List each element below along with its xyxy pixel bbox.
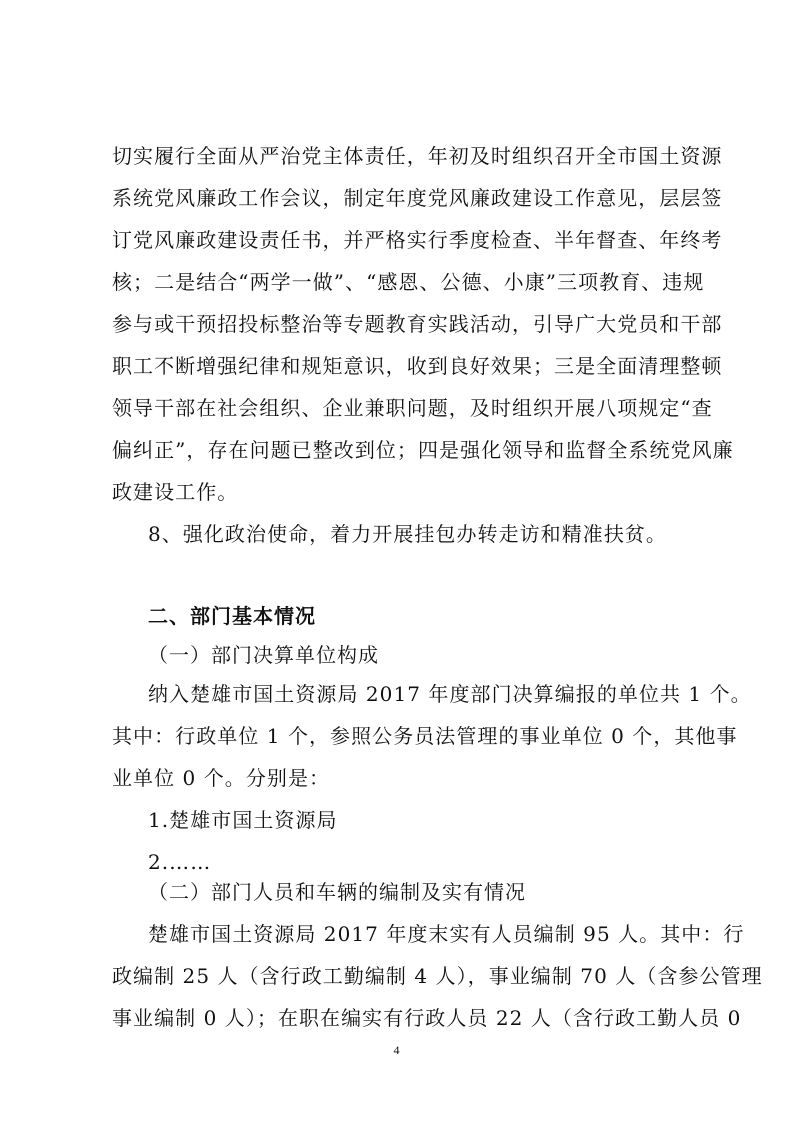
subsection-heading: （二）部门人员和车辆的编制及实有情况	[148, 880, 526, 904]
paragraph-line: 楚雄市国土资源局 2017 年度末实有人员编制 95 人。其中：行	[148, 922, 745, 946]
paragraph-line: 政建设工作。	[112, 480, 239, 504]
paragraph-line: 职工不断增强纪律和规矩意识，收到良好效果；三是全面清理整顿	[112, 354, 723, 378]
paragraph-line: 其中：行政单位 1 个，参照公务员法管理的事业单位 0 个，其他事	[112, 724, 738, 748]
paragraph-line: 偏纠正”，存在问题已整改到位；四是强化领导和监督全系统党风廉	[112, 438, 734, 462]
paragraph-line: 领导干部在社会组织、企业兼职问题，及时组织开展八项规定“查	[112, 396, 713, 420]
paragraph-line: 参与或干预招投标整治等专题教育实践活动，引导广大党员和干部	[112, 312, 723, 336]
unit-list-item: 1.楚雄市国土资源局	[148, 808, 338, 832]
page-number: 4	[393, 1043, 400, 1057]
unit-list-item: 2.……	[148, 850, 212, 874]
paragraph-line: 系统党风廉政工作会议，制定年度党风廉政建设工作意见，层层签	[112, 186, 723, 210]
subsection-heading: （一）部门决算单位构成	[148, 643, 379, 667]
item-8-line: 8、强化政治使命，着力开展挂包办转走访和精准扶贫。	[148, 522, 667, 546]
paragraph-line: 纳入楚雄市国土资源局 2017 年度部门决算编报的单位共 1 个。	[148, 682, 752, 706]
section-heading: 二、部门基本情况	[148, 604, 316, 628]
paragraph-line: 核；二是结合“两学一做”、“感恩、公德、小康”三项教育、违规	[112, 270, 705, 294]
paragraph-line: 订党风廉政建设责任书，并严格实行季度检查、半年督查、年终考	[112, 228, 723, 252]
paragraph-line: 事业编制 0 人）；在职在编实有行政人员 22 人（含行政工勤人员 0	[112, 1006, 742, 1030]
paragraph-line: 业单位 0 个。分别是：	[112, 766, 331, 790]
paragraph-line: 政编制 25 人（含行政工勤编制 4 人），事业编制 70 人（含参公管理	[112, 964, 763, 988]
paragraph-line: 切实履行全面从严治党主体责任，年初及时组织召开全市国土资源	[112, 144, 723, 168]
